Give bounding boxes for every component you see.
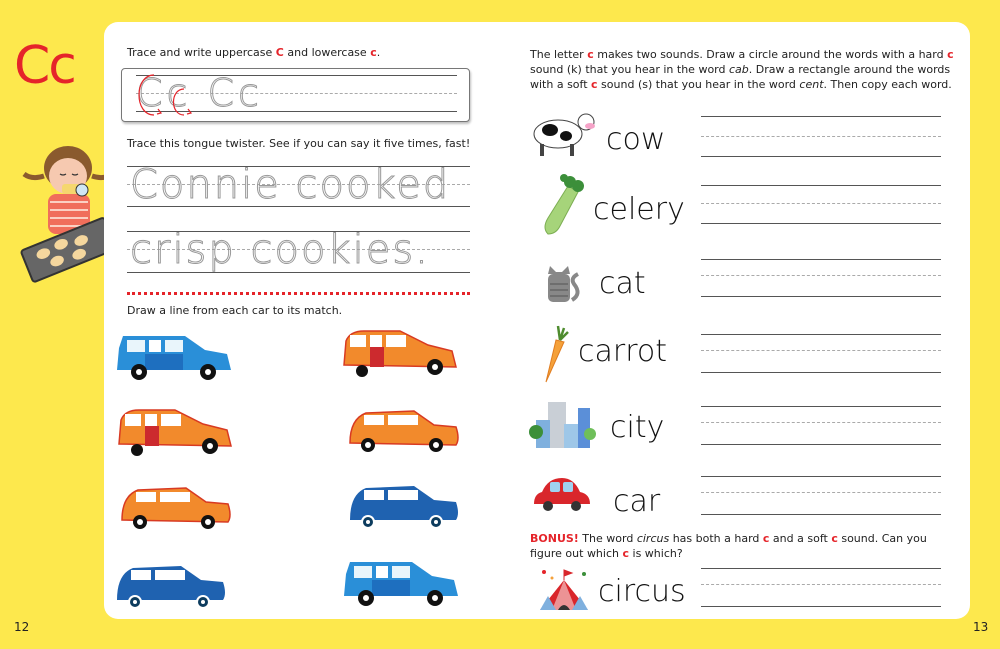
- letter-heading: Cc: [14, 36, 75, 96]
- car-right-2-orange-hatchback[interactable]: [346, 405, 466, 455]
- instruction-tongue-twister: Trace this tongue twister. See if you can say it five times, fast!: [127, 137, 471, 150]
- page-number-left: 12: [14, 620, 30, 634]
- word-row-carrot: [528, 324, 948, 384]
- write-base: [701, 296, 941, 297]
- word-row-cat: [528, 256, 948, 316]
- carrot-icon: [542, 324, 572, 384]
- write-mid: [701, 203, 941, 204]
- car-right-4-blue-wagon[interactable]: [340, 556, 460, 606]
- instruction-match-cars: Draw a line from each car to its match.: [127, 304, 343, 317]
- write-base: [701, 514, 941, 515]
- trace-letters: Cc Cc: [136, 71, 263, 115]
- word-row-circus: [528, 566, 948, 626]
- write-base: [701, 372, 941, 373]
- write-mid: [701, 584, 941, 585]
- car-left-3-orange-hatchback[interactable]: [118, 482, 238, 532]
- word-row-celery: [528, 174, 948, 234]
- car-left-4-blue-hatchback[interactable]: [113, 560, 233, 610]
- word-city: city: [610, 410, 665, 445]
- cow-icon: [528, 106, 604, 160]
- write-top: [701, 116, 941, 117]
- write-base: [701, 444, 941, 445]
- tongue-twister-line-2: crisp cookies.: [130, 227, 430, 273]
- write-base: [701, 223, 941, 224]
- write-top: [701, 568, 941, 569]
- girl-with-cookies-illustration: [18, 138, 118, 288]
- write-mid: [701, 275, 941, 276]
- write-top: [701, 334, 941, 335]
- word-row-cow: [528, 104, 948, 164]
- word-row-city: [528, 396, 948, 456]
- cat-icon: [544, 264, 584, 306]
- city-icon: [528, 396, 596, 450]
- write-top: [701, 185, 941, 186]
- word-celery: celery: [593, 192, 685, 227]
- word-circus: circus: [598, 574, 686, 609]
- write-mid: [701, 492, 941, 493]
- word-row-car: [528, 466, 948, 526]
- celery-icon: [540, 174, 590, 236]
- bonus-instruction: BONUS! The word circus has both a hard c and a soft c sound. Can you figure out which c is which?: [530, 532, 927, 560]
- write-mid: [701, 350, 941, 351]
- word-cow: cow: [606, 122, 666, 157]
- car-right-1-orange-van[interactable]: [340, 327, 460, 377]
- write-top: [701, 259, 941, 260]
- tongue-twister-line-1: Connie cooked: [130, 162, 451, 208]
- instruction-trace-letters: Trace and write uppercase C and lowercase c.: [127, 46, 381, 59]
- car-left-2-orange-van[interactable]: [115, 406, 235, 456]
- word-carrot: carrot: [578, 334, 668, 369]
- car-left-1-blue-wagon[interactable]: [113, 330, 233, 380]
- page-number-right: 13: [973, 620, 989, 634]
- instruction-hard-soft-c: The letter c makes two sounds. Draw a circle around the words with a hard c sound (k) that you hear in the word cab. Draw a rectangle around the words with a soft c sound (s) that you hear in the word cent. Then copy each word.: [530, 48, 954, 91]
- car-right-3-blue-hatchback[interactable]: [346, 480, 466, 530]
- car-icon: [532, 474, 592, 514]
- circus-tent-icon: [536, 566, 592, 612]
- write-mid: [701, 136, 941, 137]
- section-divider: [127, 292, 470, 295]
- word-cat: cat: [599, 266, 646, 301]
- write-mid: [701, 422, 941, 423]
- write-base: [701, 606, 941, 607]
- write-base: [701, 156, 941, 157]
- stroke-direction-arrows-icon: [132, 71, 198, 117]
- letter-trace-box[interactable]: [121, 68, 470, 122]
- write-top: [701, 406, 941, 407]
- write-top: [701, 476, 941, 477]
- word-car: car: [613, 484, 661, 519]
